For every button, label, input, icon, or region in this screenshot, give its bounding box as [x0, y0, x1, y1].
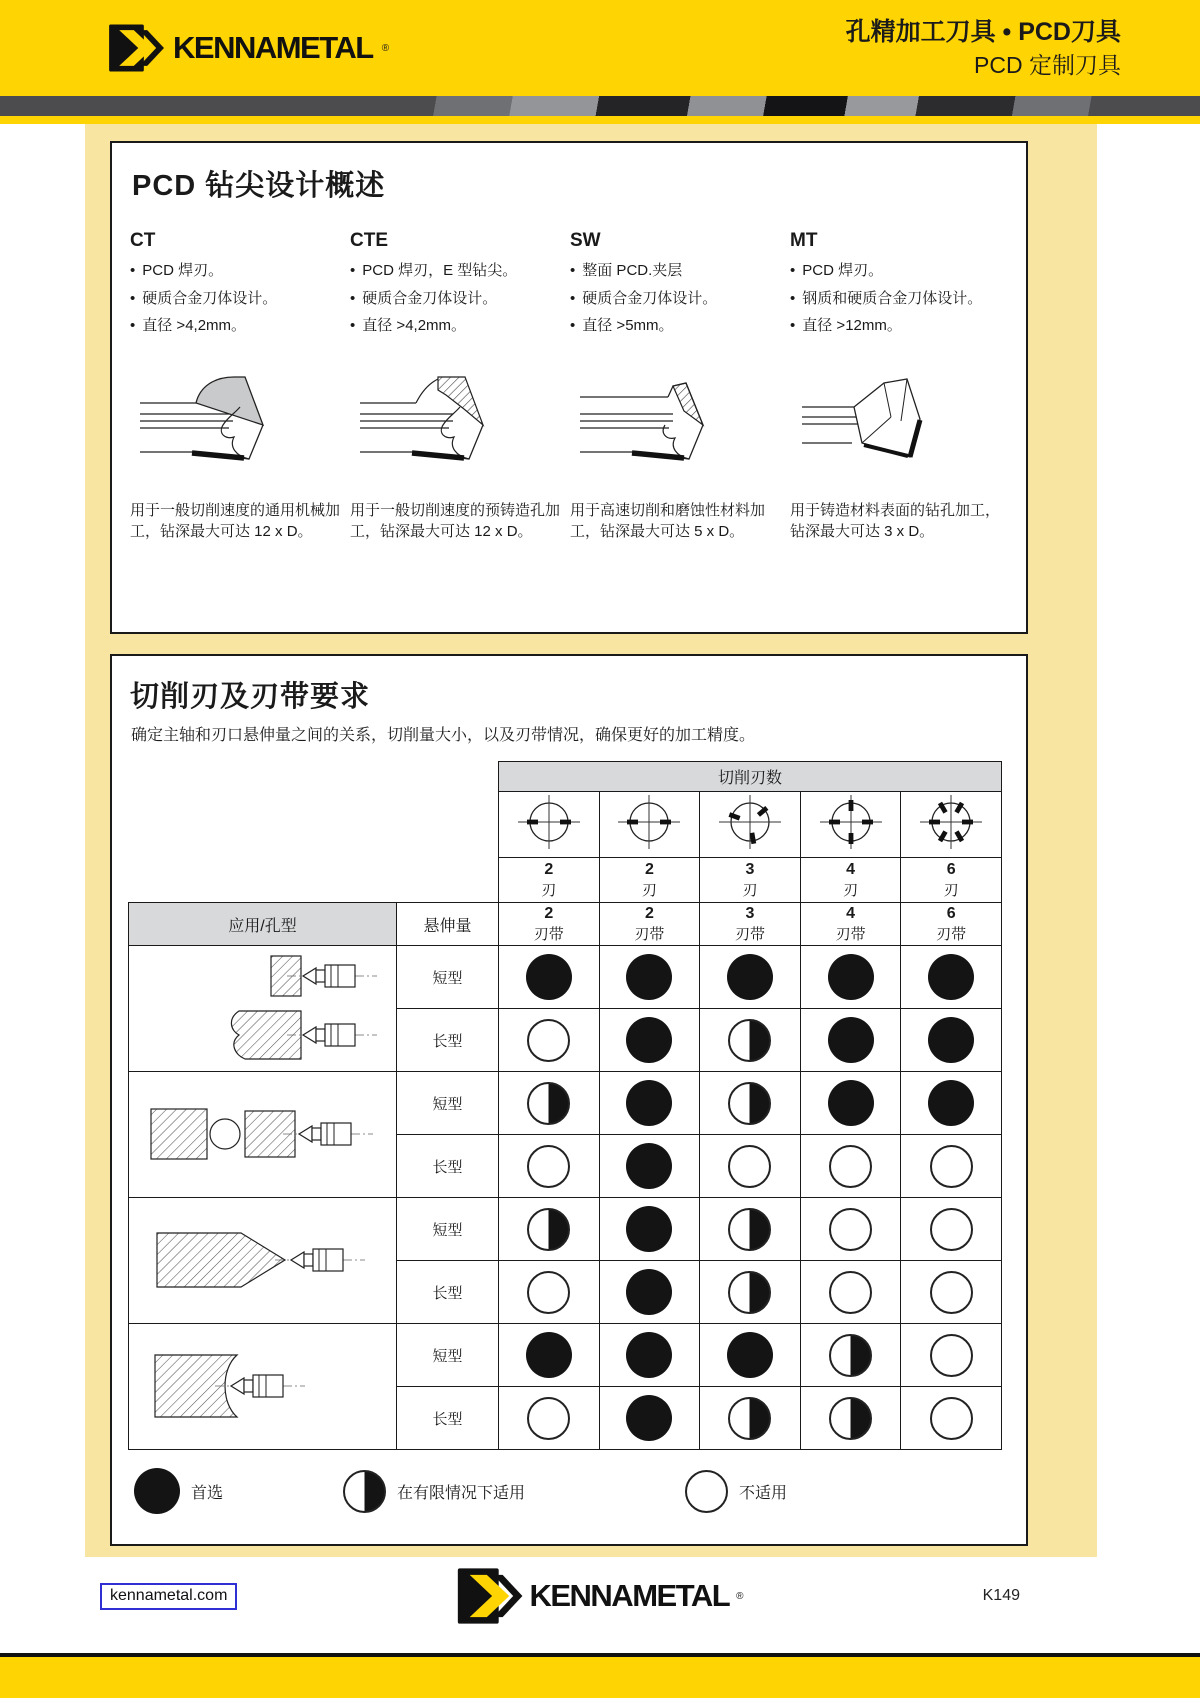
suitability-half-icon [728, 1019, 771, 1062]
suitability-half-icon [728, 1082, 771, 1125]
legend-item-preferred [134, 1468, 223, 1514]
cream-panel [85, 124, 1097, 1557]
table-blank-area [129, 858, 499, 903]
edge-count-header: 6 刃 [901, 858, 1002, 903]
suitability-cell [499, 1135, 600, 1198]
suitability-cell [499, 1387, 600, 1450]
tip-card-ct [130, 230, 350, 543]
tip-code: SW [570, 230, 601, 251]
overhang-type-cell: 长型 [397, 1387, 499, 1450]
tip-bullet: • PCD 焊刃。 [130, 261, 350, 281]
suitability-empty-icon [930, 1334, 973, 1377]
suitability-empty-icon [829, 1271, 872, 1314]
suitability-cell [700, 1324, 801, 1387]
suitability-cell [700, 1135, 801, 1198]
kennametal-k-icon [456, 1567, 522, 1625]
application-image-cell [129, 1324, 397, 1450]
overhang-type-cell: 长型 [397, 1135, 499, 1198]
suitability-cell [599, 1387, 700, 1450]
legend-label: 不适用 [739, 1484, 788, 1502]
overhang-type-cell: 长型 [397, 1009, 499, 1072]
suitability-empty-icon [930, 1208, 973, 1251]
overhang-type-cell: 短型 [397, 946, 499, 1009]
tip-bullet: • 直径 >12mm。 [790, 316, 1010, 336]
section-pcd-tip-design [110, 141, 1028, 634]
tip-bullet: • 硬质合金刀体设计。 [570, 289, 790, 309]
flute-icon-cell [700, 792, 801, 858]
band-count-header: 4 刃带 [800, 903, 901, 946]
cte-drill-tip-drawing [350, 362, 570, 490]
suitability-empty-icon [930, 1271, 973, 1314]
table-row [129, 1324, 1002, 1387]
registered-mark: ® [381, 42, 390, 54]
overhang-type-cell: 短型 [397, 1072, 499, 1135]
flutes-header: 切削刃数 [499, 762, 1002, 792]
suitability-cell [499, 1261, 600, 1324]
content-area [0, 124, 1200, 1557]
table-blank-area [129, 792, 499, 858]
suitability-cell [800, 1135, 901, 1198]
suitability-empty-icon [829, 1208, 872, 1251]
suitability-full-icon [626, 1080, 672, 1126]
suitability-cell [499, 1009, 600, 1072]
legend-label: 首选 [191, 1484, 224, 1502]
sw-drill-tip-drawing [570, 362, 790, 490]
tip-bullets [790, 261, 1010, 336]
suitability-cell [700, 1009, 801, 1072]
band-count-header: 2 刃带 [499, 903, 600, 946]
suitability-cell [901, 1261, 1002, 1324]
legend-label: 在有限情况下适用 [397, 1484, 526, 1502]
tip-code: CT [130, 230, 156, 251]
suitability-legend [128, 1468, 1010, 1514]
legend-item-not-suitable [685, 1470, 787, 1513]
flute-count-icon [818, 792, 884, 852]
legend-not-suitable-icon [685, 1470, 728, 1513]
suitability-cell [800, 1009, 901, 1072]
tip-bullet: • 整面 PCD.夹层 [570, 261, 790, 281]
suitability-full-icon [626, 1269, 672, 1315]
tip-bullet: • 直径 >4,2mm。 [350, 316, 570, 336]
flute-icon-cell [599, 792, 700, 858]
overhang-type-cell: 长型 [397, 1261, 499, 1324]
tip-code: MT [790, 230, 818, 251]
suitability-table [128, 761, 1002, 1450]
overhang-type-cell: 短型 [397, 1324, 499, 1387]
flute-icon-cell [499, 792, 600, 858]
application-image-cell [129, 1198, 397, 1324]
legend-preferred-icon [134, 1468, 180, 1514]
suitability-full-icon [828, 1080, 874, 1126]
edge-count-header: 2 刃 [599, 858, 700, 903]
section2-description: 确定主轴和刃口悬伸量之间的关系，切削量大小，以及刃带情况，确保更好的加工精度。 [131, 727, 756, 744]
suitability-full-icon [928, 1080, 974, 1126]
section1-title: PCD 钻尖设计概述 [132, 170, 386, 202]
suitability-cell [700, 946, 801, 1009]
tip-bullet: • PCD 焊刃。 [790, 261, 1010, 281]
suitability-cell [499, 1198, 600, 1261]
suitability-cell [901, 1387, 1002, 1450]
flute-count-icon [616, 792, 682, 852]
table-row [129, 1072, 1002, 1135]
application-hole-type-image [143, 947, 383, 1065]
edge-count-header: 3 刃 [700, 858, 801, 903]
suitability-cell [800, 1387, 901, 1450]
suitability-empty-icon [930, 1145, 973, 1188]
boring-tool-glyph [283, 1123, 373, 1145]
overhang-header: 悬伸量 [397, 903, 499, 946]
flute-icon-cell [901, 792, 1002, 858]
suitability-empty-icon [527, 1271, 570, 1314]
kennametal-logo-text: KENNAMETAL [173, 30, 373, 65]
suitability-cell [800, 1072, 901, 1135]
kennametal-footer-logo [456, 1567, 743, 1625]
suitability-cell [901, 1135, 1002, 1198]
suitability-cell [700, 1072, 801, 1135]
suitability-full-icon [626, 1143, 672, 1189]
suitability-cell [800, 1261, 901, 1324]
suitability-half-icon [728, 1208, 771, 1251]
tip-code: CTE [350, 230, 388, 251]
kennametal-logo [108, 23, 389, 73]
tip-bullets [570, 261, 790, 336]
suitability-full-icon [526, 954, 572, 1000]
tip-bullet: • 硬质合金刀体设计。 [350, 289, 570, 309]
suitability-full-icon [626, 1332, 672, 1378]
suitability-full-icon [828, 954, 874, 1000]
suitability-half-icon [829, 1397, 872, 1440]
suitability-empty-icon [527, 1019, 570, 1062]
section-cutting-edge-requirements [110, 654, 1028, 1546]
suitability-cell [901, 1072, 1002, 1135]
tip-description: 用于铸造材料表面的钻孔加工，钻深最大可达 3 x D。 [790, 501, 1001, 541]
suitability-cell [499, 946, 600, 1009]
table-row [129, 946, 1002, 1009]
suitability-full-icon [626, 1017, 672, 1063]
tip-bullets [350, 261, 570, 336]
application-hole-type-image [143, 1073, 383, 1191]
suitability-full-icon [928, 954, 974, 1000]
band-count-header: 2 刃带 [599, 903, 700, 946]
suitability-half-icon [527, 1082, 570, 1125]
suitability-cell [599, 946, 700, 1009]
boring-tool-glyph [275, 1249, 365, 1271]
suitability-cell [700, 1387, 801, 1450]
suitability-cell [800, 946, 901, 1009]
tip-bullet: • 钢质和硬质合金刀体设计。 [790, 289, 1010, 309]
overhang-type-cell: 短型 [397, 1198, 499, 1261]
application-hole-type-image [143, 1325, 383, 1443]
suitability-full-icon [626, 1395, 672, 1441]
mt-drill-tip-drawing [790, 362, 1010, 490]
kennametal-k-icon [108, 23, 164, 73]
page-header [0, 0, 1200, 96]
legend-item-limited [343, 1470, 525, 1513]
page-footer [0, 1557, 1200, 1653]
suitability-empty-icon [728, 1145, 771, 1188]
yellow-divider-strip [0, 116, 1200, 124]
section2-title: 切削刃及刃带要求 [130, 681, 371, 713]
suitability-full-icon [727, 1332, 773, 1378]
flute-count-icon [918, 792, 984, 852]
suitability-full-icon [526, 1332, 572, 1378]
table-blank-area [129, 762, 499, 792]
suitability-cell [901, 1198, 1002, 1261]
bottom-yellow-band [0, 1657, 1200, 1698]
band-count-header: 3 刃带 [700, 903, 801, 946]
tip-description: 用于一般切削速度的通用机械加工，钻深最大可达 12 x D。 [130, 501, 341, 541]
suitability-half-icon [829, 1334, 872, 1377]
suitability-cell [499, 1072, 600, 1135]
suitability-full-icon [626, 1206, 672, 1252]
tip-cards [130, 230, 1008, 543]
suitability-empty-icon [527, 1397, 570, 1440]
suitability-full-icon [727, 954, 773, 1000]
suitability-cell [599, 1009, 700, 1072]
tip-bullet: • PCD 焊刃，E 型钻尖。 [350, 261, 570, 281]
suitability-cell [901, 1324, 1002, 1387]
decorative-stripe-band [0, 96, 1200, 116]
ct-drill-tip-drawing [130, 362, 350, 490]
tip-bullets [130, 261, 350, 336]
suitability-cell [599, 1072, 700, 1135]
tip-card-cte [350, 230, 570, 543]
suitability-cell [499, 1324, 600, 1387]
registered-mark: ® [736, 1590, 744, 1602]
suitability-cell [599, 1135, 700, 1198]
kennametal-logo-text: KENNAMETAL [529, 1578, 730, 1613]
application-hole-type-image [143, 1199, 383, 1317]
suitability-cell [800, 1198, 901, 1261]
tip-description: 用于高速切削和磨蚀性材料加工，钻深最大可达 5 x D。 [570, 501, 766, 541]
suitability-cell [599, 1261, 700, 1324]
edge-count-header: 2 刃 [499, 858, 600, 903]
suitability-full-icon [828, 1017, 874, 1063]
suitability-half-icon [527, 1208, 570, 1251]
tip-description: 用于一般切削速度的预铸造孔加工，钻深最大可达 12 x D。 [350, 501, 561, 541]
suitability-cell [800, 1324, 901, 1387]
application-header: 应用/孔型 [129, 903, 397, 946]
suitability-empty-icon [930, 1397, 973, 1440]
header-subcategory: PCD 定制刀具 [974, 51, 1121, 78]
table-row [129, 1198, 1002, 1261]
website-link[interactable]: kennametal.com [100, 1583, 237, 1610]
application-image-cell [129, 1072, 397, 1198]
flute-count-icon [516, 792, 582, 852]
suitability-cell [700, 1261, 801, 1324]
suitability-empty-icon [829, 1145, 872, 1188]
suitability-half-icon [728, 1397, 771, 1440]
tip-card-mt [790, 230, 1010, 543]
flute-count-icon [717, 792, 783, 852]
boring-tool-glyph [215, 1375, 305, 1397]
suitability-full-icon [928, 1017, 974, 1063]
suitability-half-icon [728, 1271, 771, 1314]
legend-limited-icon [343, 1470, 386, 1513]
suitability-cell [901, 946, 1002, 1009]
tip-bullet: • 直径 >4,2mm。 [130, 316, 350, 336]
edge-count-header: 4 刃 [800, 858, 901, 903]
suitability-full-icon [626, 954, 672, 1000]
band-count-header: 6 刃带 [901, 903, 1002, 946]
tip-bullet: • 直径 >5mm。 [570, 316, 790, 336]
application-image-cell [129, 946, 397, 1072]
suitability-cell [901, 1009, 1002, 1072]
tip-card-sw [570, 230, 790, 543]
page-number: K149 [982, 1587, 1020, 1604]
suitability-cell [599, 1198, 700, 1261]
suitability-cell [700, 1198, 801, 1261]
tip-bullet: • 硬质合金刀体设计。 [130, 289, 350, 309]
flute-icon-cell [800, 792, 901, 858]
header-titles [846, 17, 1121, 80]
header-category: 孔精加工刀具 • PCD刀具 [845, 17, 1121, 46]
suitability-empty-icon [527, 1145, 570, 1188]
suitability-cell [599, 1324, 700, 1387]
